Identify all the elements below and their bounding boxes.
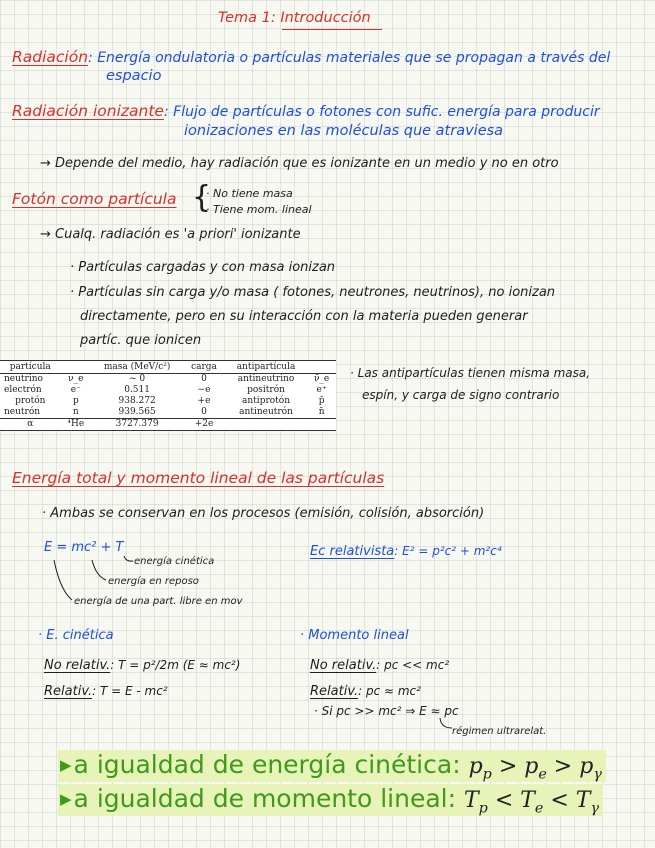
highlight-energy-math: $p_p > p_e > p_\gamma$ [468, 754, 602, 783]
foton-term: Fotón como partícula [12, 190, 177, 208]
ecin-norel-label: No relativ. [44, 658, 111, 673]
ionizante-def-line2: ionizaciones en las moléculas que atraviesa [184, 123, 504, 139]
arrow-free [54, 560, 72, 600]
antipart-line-2: espín, y carga de signo contrario [362, 388, 560, 402]
cualq-note: → Cualq. radiación es 'a priori' ionizante [40, 227, 301, 242]
mom-rel-formula: : pc ≈ mc² [358, 684, 421, 698]
bullet-1: · Partículas cargadas y con masa ionizan [70, 260, 336, 275]
ec-rel-formula: : E² = p²c² + m²c⁴ [394, 544, 502, 558]
radiacion-def-line1: : Energía ondulatoria o partículas materiales que se propagan a través del [88, 50, 611, 66]
table-cell: antiprotón [242, 396, 291, 406]
table-cell: n̄ [318, 407, 325, 417]
radiacion-term: Radiación [12, 48, 89, 66]
ecin-head: · E. cinética [38, 628, 114, 643]
table-cell: electrón [4, 385, 42, 395]
table-cell: ⁴He [61, 419, 92, 431]
mom-regimen: régimen ultrarelat. [452, 726, 547, 737]
table-header: partícula [0, 361, 61, 374]
mom-norel-label: No relativ. [310, 658, 377, 673]
ecin-norel [44, 654, 240, 673]
table-cell: n [72, 407, 79, 417]
triangle-icon: ▶ [60, 790, 72, 808]
mom-norel-formula: : pc << mc² [376, 658, 450, 672]
depende-note: → Depende del medio, hay radiación que es ionizante en un medio y no en otro [40, 156, 559, 171]
table-cell: positrón [247, 385, 285, 395]
note-rest: energía en reposo [108, 576, 199, 587]
ionizante-term: Radiación ionizante [12, 102, 164, 120]
mom-rel [310, 680, 421, 699]
table-cell: α [0, 419, 61, 431]
mom-si: · Si pc >> mc² ⇒ E ≈ pc [314, 704, 459, 718]
arrow-regimen [438, 716, 454, 732]
table-cell: 0.511 [124, 385, 150, 395]
table-cell: ν̄_e [313, 374, 330, 384]
mom-rel-label: Relativ. [310, 684, 359, 699]
table-header: carga [183, 361, 225, 374]
ionizante-def-line1: : Flujo de partículas o fotones con sufic. energía para producir [163, 104, 600, 120]
foton-item-2: · Tiene mom. lineal [206, 203, 312, 216]
table-cell: 939.565 [118, 407, 156, 417]
foton-item-1: · No tiene masa [206, 187, 293, 200]
highlight-momentum-math: $T_p < T_e < T_\gamma$ [463, 788, 600, 817]
bullet-2-cont-2: partíc. que ionicen [80, 333, 202, 348]
highlight-energy [58, 750, 606, 782]
table-cell: antineutrino [237, 374, 295, 384]
ecin-rel-label: Relativ. [44, 684, 93, 699]
table-cell: 0 [201, 374, 207, 384]
table-cell: neutrón [4, 407, 41, 417]
ecin-rel-formula: : T = E - mc² [92, 684, 168, 698]
table-cell: e⁻ [70, 385, 81, 395]
bullet-2-cont-1: directamente, pero en su interacción con la materia pueden generar [80, 309, 528, 324]
ec-relativista [310, 540, 502, 559]
table-cell: e⁺ [316, 385, 327, 395]
table-cell: antineutrón [239, 407, 293, 417]
table-cell: 3727.379 [91, 419, 183, 431]
table-cell: ν_e [68, 374, 84, 384]
mom-norel [310, 654, 449, 673]
ecin-rel [44, 680, 168, 699]
highlight-momentum [58, 784, 603, 816]
note-kinetic: energía cinética [134, 556, 215, 567]
ecin-norel-formula: : T = p²/2m (E ≈ mc²) [110, 658, 241, 672]
energy-formula: E = mc² + T [44, 540, 124, 555]
table-cell: +e [197, 396, 211, 406]
table-header: antipartícula [225, 361, 307, 374]
triangle-icon: ▶ [60, 756, 72, 774]
bullet-2: · Partículas sin carga y/o masa ( fotones, neutrones, neutrinos), no ionizan [70, 285, 556, 300]
highlight-energy-text: a igualdad de energía cinética: [73, 750, 461, 779]
mom-head: · Momento lineal [300, 628, 409, 643]
table-cell: +2e [183, 419, 225, 431]
table-cell: protón [15, 396, 46, 406]
radiacion-def-line2: espacio [106, 68, 162, 84]
table-cell: 938.272 [118, 396, 156, 406]
ec-rel-label: Ec relativista [310, 544, 395, 559]
energia-title: Energía total y momento lineal de las partículas [12, 469, 385, 487]
title-text: Tema 1: Introducción [218, 10, 371, 26]
ambas-note: · Ambas se conservan en los procesos (emisión, colisión, absorción) [42, 506, 485, 521]
brace-icon: { [192, 180, 212, 215]
table-cell: ~ 0 [129, 374, 146, 384]
highlight-momentum-text: a igualdad de momento lineal: [73, 784, 457, 813]
table-header: masa (MeV/c²) [91, 361, 183, 374]
table-cell: p [72, 396, 79, 406]
antipart-line-1: · Las antipartículas tienen misma masa, [350, 366, 591, 380]
table-cell: p̄ [318, 396, 325, 406]
table-cell: −e [197, 385, 211, 395]
note-free: energía de una part. libre en mov [74, 596, 243, 607]
arrow-kinetic [124, 556, 133, 561]
arrow-rest [92, 560, 106, 580]
table-cell: neutrino [4, 374, 43, 384]
table-cell: 0 [201, 407, 207, 417]
